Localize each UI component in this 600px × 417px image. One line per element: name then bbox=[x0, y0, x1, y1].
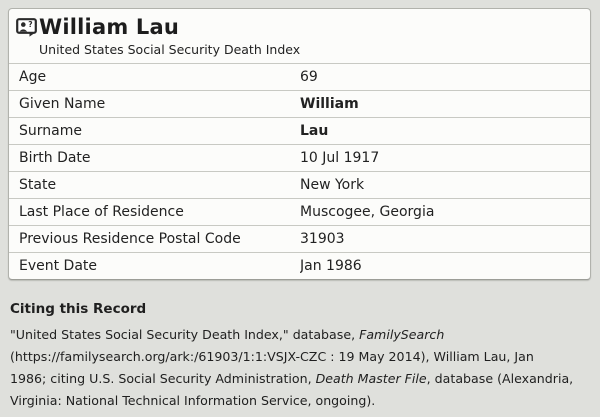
record-header bbox=[9, 9, 590, 63]
field-label: Last Place of Residence bbox=[19, 204, 184, 220]
record-field-row bbox=[9, 198, 590, 225]
record-fields-table bbox=[9, 63, 590, 279]
record-field-row bbox=[9, 171, 590, 198]
field-value: 69 bbox=[300, 69, 318, 85]
citation-line: (https://familysearch.org/ark:/61903/1:1:VSJX-CZC : 19 May 2014), William Lau, Jan bbox=[10, 349, 534, 364]
field-value: 31903 bbox=[300, 231, 345, 247]
field-label: Event Date bbox=[19, 258, 98, 274]
citation-text bbox=[10, 324, 592, 412]
field-label: Previous Residence Postal Code bbox=[19, 231, 241, 247]
field-value: 10 Jul 1917 bbox=[300, 150, 380, 166]
field-label: Age bbox=[19, 69, 47, 85]
field-label: State bbox=[19, 177, 57, 193]
field-value: William bbox=[300, 96, 359, 112]
field-label: Birth Date bbox=[19, 150, 91, 166]
record-field-row bbox=[9, 117, 590, 144]
field-value: Muscogee, Georgia bbox=[300, 204, 435, 220]
record-field-row bbox=[9, 144, 590, 171]
record-field-row bbox=[9, 225, 590, 252]
person-record-icon bbox=[16, 18, 38, 37]
collection-name: United States Social Security Death Index bbox=[39, 42, 301, 57]
citation-line: 1986; citing U.S. Social Security Administration, Death Master File, database (Alexandria, bbox=[10, 371, 574, 386]
field-value: Jan 1986 bbox=[300, 258, 362, 274]
record-field-row bbox=[9, 63, 590, 90]
record-field-row bbox=[9, 252, 590, 279]
svg-text:?: ? bbox=[28, 20, 33, 30]
citation-section bbox=[10, 301, 592, 412]
record-field-row bbox=[9, 90, 590, 117]
field-value: Lau bbox=[300, 123, 329, 139]
citation-heading: Citing this Record bbox=[10, 301, 147, 317]
field-label: Given Name bbox=[19, 96, 106, 112]
citation-line: "United States Social Security Death Index," database, FamilySearch bbox=[10, 327, 445, 342]
citation-line: Virginia: National Technical Information Service, ongoing). bbox=[10, 393, 376, 408]
field-label: Surname bbox=[19, 123, 82, 139]
record-card bbox=[8, 8, 591, 280]
record-title: William Lau bbox=[39, 15, 180, 39]
field-value: New York bbox=[300, 177, 365, 193]
